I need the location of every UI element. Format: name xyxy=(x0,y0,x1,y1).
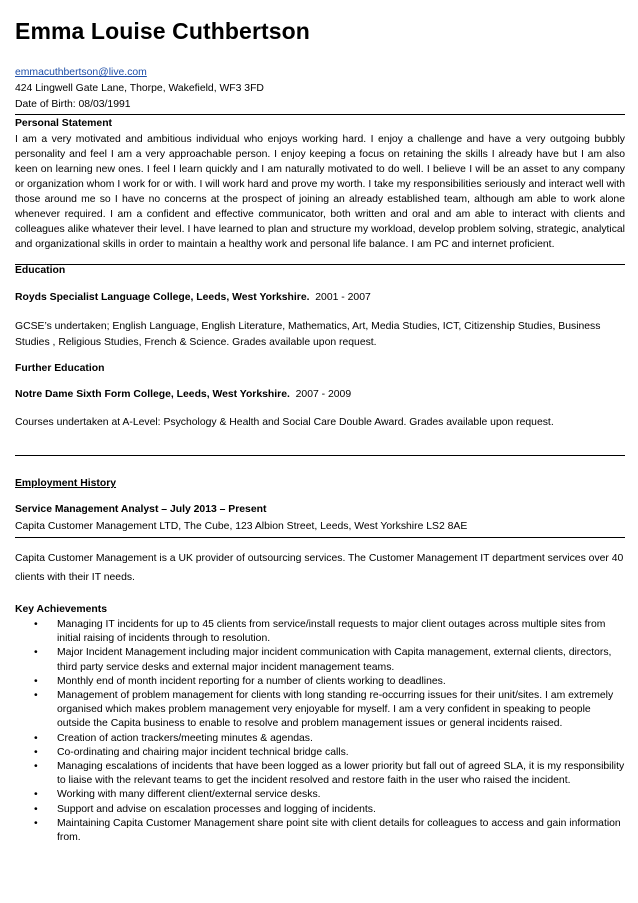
divider xyxy=(15,264,625,265)
employer-description: Capita Customer Management is a UK provider of outsourcing services. The Customer Management IT department services over 40 clients with their IT needs. xyxy=(15,553,624,583)
date-of-birth: Date of Birth: 08/03/1991 xyxy=(15,99,131,110)
personal-statement-heading: Personal Statement xyxy=(15,118,113,129)
achievement-text: Co-ordinating and chairing major incident technical bridge calls. xyxy=(57,746,349,758)
achievement-text: Support and advise on escalation processes and logging of incidents. xyxy=(57,803,376,815)
job-title: Service Management Analyst – July 2013 – Present xyxy=(15,504,267,515)
school-entry xyxy=(15,291,371,306)
list-item xyxy=(15,618,625,646)
personal-statement-text: I am a very motivated and ambitious individual who enjoys working hard. I enjoy a challenge and have a very outgoing bubbly personality and feel I am a very approachable person. I enjoy keeping a focus on retaining the skills I already have but I am also keen on learning new ones. I feel I learn quickly and I am naturally motivated to do well. I believe I will be an asset to any company or organization whom I work for or with. I will work hard and prove my worth. I take my responsibilities seriously and interact well with those around me so I have no concerns at the prospect of joining an already established team, although am able to work alone whenever required. I am a confident and effective communicator, both written and oral and am able to interact with clients and colleagues alike whatever their level. I have learned to plan and structure my workload, develop problem solving, strategic, analytical and organizational skills in order to maintain a healthy work and personal life balance. I am PC and internet proficient. xyxy=(15,134,625,250)
bullet: • xyxy=(34,690,38,702)
further-education-heading: Further Education xyxy=(15,363,105,374)
divider xyxy=(15,114,625,115)
key-achievements-heading: Key Achievements xyxy=(15,604,108,615)
school-name: Royds Specialist Language College, Leeds, West Yorkshire. xyxy=(15,292,310,303)
list-item xyxy=(15,817,625,845)
college-entry xyxy=(15,388,351,403)
bullet: • xyxy=(34,789,38,801)
email-link[interactable]: emmacuthbertson@live.com xyxy=(15,67,147,78)
list-item xyxy=(15,646,625,674)
achievement-text: Management of problem management for clients with long standing re-occurring issues for their unit/sites. I am extremely organised which makes problem management very enjoyable for myself. I am a very confident in speaking to people outside the Capita business to enable to resolve and problem management issues or general incidents raised. xyxy=(57,690,614,730)
achievement-text: Managing IT incidents for up to 45 clients from service/install requests to major client outages across multiple sites from initial raising of incidents through to resolution. xyxy=(57,619,606,645)
gcse-line-1: GCSE’s undertaken; English Language, English Literature, Mathematics, Art, Media Studies, ICT, Citizenship Studies, Business xyxy=(15,321,601,332)
achievement-text: Creation of action trackers/meeting minutes & agendas. xyxy=(57,732,313,744)
college-years: 2007 - 2009 xyxy=(295,389,352,400)
list-item xyxy=(15,732,625,746)
list-item xyxy=(15,689,625,732)
bullet: • xyxy=(34,647,38,659)
address: 424 Lingwell Gate Lane, Thorpe, Wakefield, WF3 3FD xyxy=(15,83,264,94)
employment-heading: Employment History xyxy=(15,478,117,489)
bullet: • xyxy=(34,732,38,744)
divider xyxy=(15,455,625,456)
candidate-name: Emma Louise Cuthbertson xyxy=(15,18,310,44)
achievement-text: Monthly end of month incident reporting for a number of clients working to deadlines. xyxy=(57,675,446,687)
a-level-courses: Courses undertaken at A-Level: Psychology & Health and Social Care Double Award. Grades available upon request. xyxy=(15,417,554,428)
education-heading: Education xyxy=(15,265,66,276)
employer-address: Capita Customer Management LTD, The Cube, 123 Albion Street, Leeds, West Yorkshire LS2 8AE xyxy=(15,521,468,532)
bullet: • xyxy=(34,761,38,773)
list-item xyxy=(15,746,625,760)
bullet: • xyxy=(34,675,38,687)
bullet: • xyxy=(34,817,38,829)
college-name: Notre Dame Sixth Form College, Leeds, West Yorkshire. xyxy=(15,389,290,400)
list-item xyxy=(15,675,625,689)
list-item xyxy=(15,760,625,788)
achievement-text: Managing escalations of incidents that have been logged as a lower priority but fall out of agreed SLA, it is my responsibility to liaise with the relevant teams to get the incident resolved and restore faith in the user who raised the incident. xyxy=(57,761,625,787)
gcse-line-2: Studies , Religious Studies, French & Science. Grades available upon request. xyxy=(15,337,377,348)
achievement-text: Maintaining Capita Customer Management share point site with client details for colleagues to access and gain information from. xyxy=(57,817,621,844)
list-item xyxy=(15,803,625,817)
divider xyxy=(15,537,625,538)
bullet: • xyxy=(34,619,38,630)
school-years: 2001 - 2007 xyxy=(315,292,371,303)
list-item xyxy=(15,788,625,802)
achievement-text: Major Incident Management including major incident communication with Capita management, external clients, directors, third party service desks and external major incident management teams. xyxy=(57,647,612,673)
achievements-list xyxy=(15,618,625,845)
bullet: • xyxy=(34,803,38,815)
achievement-text: Working with many different client/external service desks. xyxy=(57,789,321,801)
bullet: • xyxy=(34,746,38,758)
